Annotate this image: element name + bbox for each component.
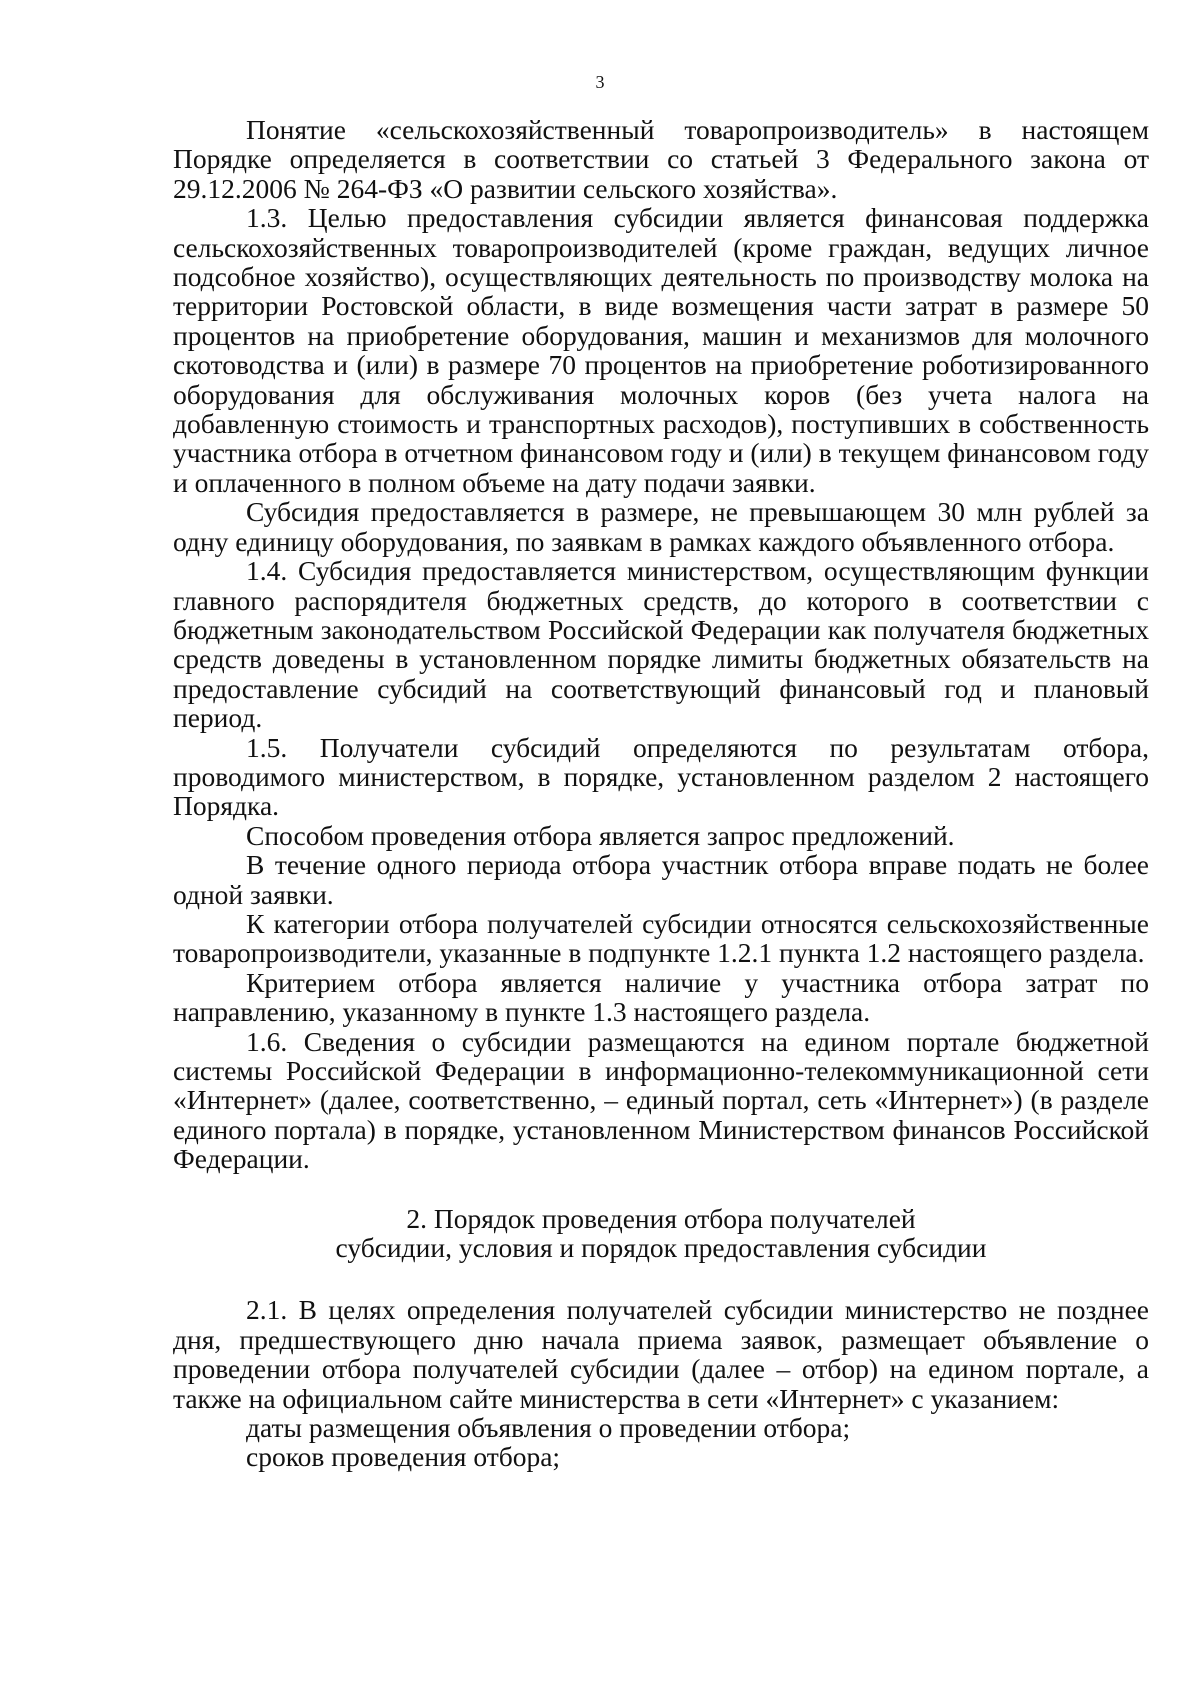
paragraph-category: К категории отбора получателей субсидии относятся сельскохозяйственные товаропроизводители, указанные в подпункте 1.2.1 пункта 1.2 настоящего раздела. <box>173 907 1149 969</box>
section-heading <box>173 1204 1149 1263</box>
paragraph-term-definition: Понятие «сельскохозяйственный товаропроизводитель» в настоящем Порядке определяется в соответствии со статьей 3 Федерального закона от 29.12.2006 № 264-ФЗ «О развитии сельского хозяйства». <box>173 114 1149 204</box>
paragraph-1-6-portal: 1.6. Сведения о субсидии размещаются на едином портале бюджетной системы Российской Федерации в информационно-телекоммуникационной сети «Интернет» (далее, соответственно, – единый портал, сеть «Интернет») (в разделе единого портала) в порядке, установленном Министерством финансов Российской Федерации. <box>173 1025 1149 1175</box>
paragraph-selection-method: Способом проведения отбора является запрос предложений. <box>246 819 955 851</box>
paragraph-criterion: Критерием отбора является наличие у участника отбора затрат по направлению, указанному в пункте 1.3 настоящего раздела. <box>173 966 1149 1028</box>
paragraph-1-5-recipients: 1.5. Получатели субсидий определяются по результатам отбора, проводимого министерством, в порядке, установленном разделом 2 настоящего Порядка. <box>173 731 1149 822</box>
section-heading-line-2: субсидии, условия и порядок предоставления субсидии <box>335 1232 987 1264</box>
paragraph-1-4-provider: 1.4. Субсидия предоставляется министерством, осуществляющим функции главного распорядителя бюджетных средств, до которого в соответствии с бюджетным законодательством Российской Федерации как получателя бюджетных средств доведены в установленном порядке лимиты бюджетных обязательств на предоставление субсидий на соответствующий финансовый год и плановый период. <box>173 555 1149 734</box>
paragraph-2-1-announcement: 2.1. В целях определения получателей субсидии министерство не позднее дня, предшествующего дню начала приема заявок, размещает объявление о проведении отбора получателей субсидии (далее – отбор) на едином портале, а также на официальном сайте министерства в сети «Интернет» с указанием: <box>173 1294 1149 1414</box>
document-body <box>173 115 1149 1472</box>
paragraph-list-item-terms: сроков проведения отбора; <box>246 1441 561 1473</box>
paragraph-one-application: В течение одного периода отбора участник отбора вправе подать не более одной заявки. <box>173 849 1149 910</box>
paragraph-1-3-purpose: 1.3. Целью предоставления субсидии является финансовая поддержка сельскохозяйственных товаропроизводителей (кроме граждан, ведущих личное подсобное хозяйство), осуществляющих деятельность по производству молока на территории Ростовской области, в виде возмещения части затрат в размере 50 процентов на приобретение оборудования, машин и механизмов для молочного скотоводства и (или) в размере 70 процентов на приобретение роботизированного оборудования для обслуживания молочных коров (без учета налога на добавленную стоимость и транспортных расходов), поступивших в собственность участника отбора в отчетном финансовом году и (или) в текущем финансовом году и оплаченного в полном объеме на дату подачи заявки. <box>173 202 1149 498</box>
page-number: 3 <box>595 72 605 92</box>
paragraph-list-item-date: даты размещения объявления о проведении отбора; <box>246 1412 851 1444</box>
section-heading-line-1: 2. Порядок проведения отбора получателей <box>406 1202 916 1234</box>
paragraph-subsidy-amount: Субсидия предоставляется в размере, не превышающем 30 млн рублей за одну единицу оборудования, по заявкам в рамках каждого объявленного отбора. <box>173 496 1149 557</box>
